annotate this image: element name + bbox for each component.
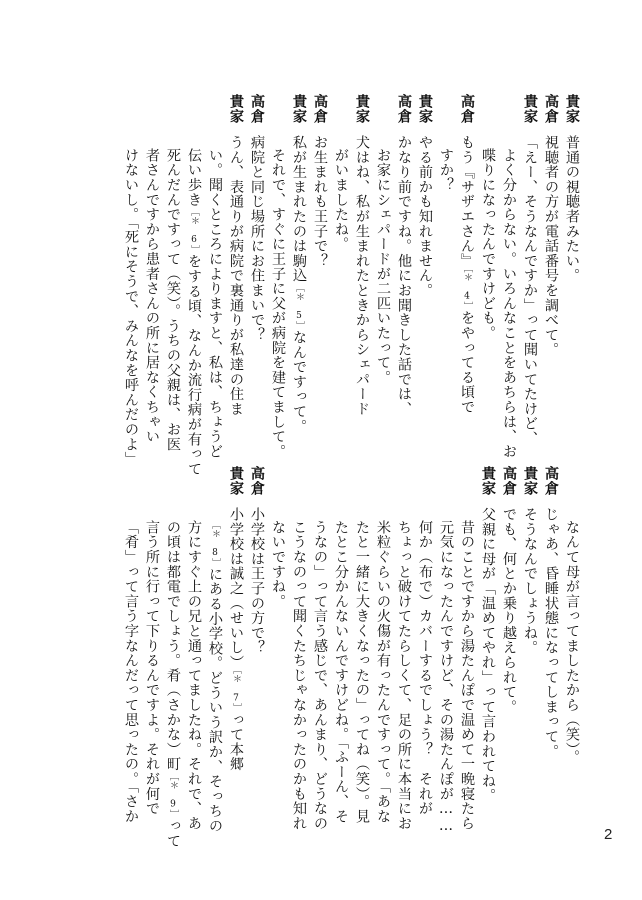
line-text: 犬はね、私が生まれたときからシェパード xyxy=(354,134,370,417)
line-text: 「肴」って言う字なんだって思ったの。「さか xyxy=(123,519,139,824)
text-line xyxy=(540,466,561,811)
text-line xyxy=(519,466,540,811)
line-text: かなり前ですね。他にお聞きした話では、 xyxy=(396,134,412,417)
speaker-name: 貴家 xyxy=(291,94,307,124)
line-text: けないし。「死にそうで、みんなを呼んだのよ」 xyxy=(123,147,139,467)
footnote-marker: ［＊ 7］ xyxy=(231,669,241,713)
line-text: 父親に母が「温めてやれ」って言われてね。 xyxy=(480,506,496,803)
speaker-name: 高倉 xyxy=(396,94,412,124)
line-text: 伝い歩き xyxy=(186,147,202,208)
line-text-after-note: にある小学校。どういう訳か、そっちの xyxy=(207,566,223,834)
line-text: じゃあ、昏睡状態になってしまって。 xyxy=(543,506,559,759)
text-line xyxy=(288,466,309,831)
text-line xyxy=(498,466,519,811)
speaker-name: 高倉 xyxy=(459,94,475,124)
line-text: 言う所に行って下りるんですよ。それが何で xyxy=(144,519,160,816)
line-text: お家にシェパードが二匹いたって。 xyxy=(375,147,391,385)
bottom-text-block xyxy=(112,466,582,849)
text-line xyxy=(414,466,435,816)
footnote-marker: ［＊ 8］ xyxy=(210,519,220,567)
speaker-name: 高倉 xyxy=(501,466,517,496)
text-line xyxy=(519,94,540,446)
line-text: 私が生まれたのは駒込 xyxy=(291,134,307,283)
text-line xyxy=(330,94,351,439)
line-text: うなの」って言う感じで、あんまり、どうなの xyxy=(312,519,328,831)
speaker-name: 高倉 xyxy=(249,466,265,496)
text-line xyxy=(183,466,204,831)
line-text-after-note: をやってる頃で xyxy=(459,310,475,415)
text-line xyxy=(372,94,393,439)
line-text-after-note: って xyxy=(165,818,181,849)
text-line xyxy=(435,466,456,835)
line-text: 小学校は誠之（せいし） xyxy=(228,506,244,670)
text-line xyxy=(393,466,414,831)
text-line xyxy=(477,466,498,811)
line-text: たと一緒に大きくなったの」ってね（笑）。見 xyxy=(354,519,370,824)
footnote-marker: ［＊ 4］ xyxy=(462,268,472,311)
line-text: 者さんですから患者さんの所に居なくちゃい xyxy=(144,147,160,444)
line-text: うん、表通りが病院で裏通りが私達の住ま xyxy=(228,134,244,417)
line-text: 視聴者の方が電話番号を調べて。 xyxy=(543,134,559,357)
speaker-name: 貴家 xyxy=(417,94,433,124)
text-line xyxy=(498,94,519,459)
line-text: こうなのって聞くたちじゃなかったのかも知れ xyxy=(291,519,307,831)
speaker-name: 貴家 xyxy=(522,94,538,124)
text-line xyxy=(561,94,582,439)
line-text: やる前かも知れません。 xyxy=(417,134,433,298)
text-line xyxy=(309,466,330,831)
text-line xyxy=(330,466,351,824)
line-text: たとこ分かんないんですけどね。「ふーん、そ xyxy=(333,519,349,824)
line-text: 何か（布で）カバーするでしょう？ それが xyxy=(417,519,433,816)
line-text-after-note: をする頃、なんか流行病が有って xyxy=(186,254,202,477)
line-text: 「えー、そうなんですか」って聞いてたけど、 xyxy=(522,134,538,446)
speaker-name: 貴家 xyxy=(522,466,538,496)
text-line xyxy=(162,94,183,452)
line-text: 小学校は王子の方で？ xyxy=(249,506,265,655)
text-line xyxy=(414,94,435,439)
line-text: ちょっと破けてたらしくて、足の所に本当にお xyxy=(396,519,412,831)
footnote-marker: ［＊ 9］ xyxy=(168,771,178,819)
line-text: ないですね。 xyxy=(270,519,286,609)
text-line xyxy=(246,466,267,811)
line-text: お生まれも王子で？ xyxy=(312,134,328,269)
speaker-name: 貴家 xyxy=(564,94,580,124)
text-line xyxy=(309,94,330,439)
line-text: もう『サザエさん』 xyxy=(459,134,475,269)
speaker-name: 高倉 xyxy=(543,466,559,496)
text-line xyxy=(246,94,267,439)
text-line xyxy=(141,466,162,816)
line-text: なんて母が言ってましたから（笑）。 xyxy=(564,519,580,765)
text-line xyxy=(225,94,246,439)
line-text: い。聞くところによりますと、私は、ちょうど xyxy=(207,147,223,459)
speaker-name: 高倉 xyxy=(312,94,328,124)
top-text-block xyxy=(123,94,582,477)
text-line xyxy=(120,466,141,824)
speaker-name: 高倉 xyxy=(249,94,265,124)
text-line xyxy=(477,94,498,439)
text-line xyxy=(456,466,477,831)
line-text: それで、すぐに王子に父が病院を建てまして。 xyxy=(270,147,286,459)
footnote-marker: ［＊ 5］ xyxy=(294,282,304,330)
text-line xyxy=(204,466,225,834)
line-text: 普通の視聴者みたい。 xyxy=(564,134,580,283)
text-line xyxy=(225,466,246,811)
line-text: 病院と同じ場所にお住まいで？ xyxy=(249,134,265,343)
speaker-name: 貴家 xyxy=(354,94,370,124)
text-line xyxy=(561,466,582,811)
text-line xyxy=(393,94,414,439)
text-line xyxy=(267,94,288,459)
line-text: 元気になったんですけど、その湯たんぽが…… xyxy=(438,519,454,835)
line-text: そうなんでしょうね。 xyxy=(522,506,538,655)
line-text: の頃は都電でしょう。肴（さかな）町 xyxy=(165,519,181,772)
text-line xyxy=(435,94,456,439)
text-line xyxy=(204,94,225,459)
speaker-name: 貴家 xyxy=(228,466,244,496)
text-line xyxy=(183,94,204,477)
text-line xyxy=(162,466,183,849)
line-text: がいましたね。 xyxy=(333,147,349,252)
line-text: よく分からない。いろんなことをあちらは、お xyxy=(501,147,517,459)
line-text-after-note: って本郷 xyxy=(228,712,244,772)
text-line xyxy=(120,94,141,467)
speaker-name: 貴家 xyxy=(480,466,496,496)
text-line xyxy=(456,94,477,439)
line-text-after-note: なんですって。 xyxy=(291,329,307,434)
text-line xyxy=(351,466,372,824)
text-line xyxy=(372,466,393,824)
text-line xyxy=(267,466,288,811)
text-line xyxy=(540,94,561,439)
page-number: 2 xyxy=(604,826,613,843)
line-text: 死んだんですって（笑）。うちの父親は、お医 xyxy=(165,147,181,452)
line-text: すか？ xyxy=(438,147,454,193)
text-line xyxy=(288,94,309,439)
footnote-marker: ［＊ 6］ xyxy=(189,207,199,255)
speaker-name: 貴家 xyxy=(228,94,244,124)
line-text: でも、何とか乗り越えられて。 xyxy=(501,506,517,715)
speaker-name: 高倉 xyxy=(543,94,559,124)
text-line xyxy=(351,94,372,439)
line-text: 米粒ぐらいの火傷が有ったんですって。「あな xyxy=(375,519,391,824)
line-text: 昔のことですから湯たんぽで温めて一晩寝たら xyxy=(459,519,475,831)
text-line xyxy=(141,94,162,444)
line-text: 喋りになったんですけども。 xyxy=(480,147,496,341)
line-text: 方にすぐ上の兄と通ってましたね。それで、あ xyxy=(186,519,202,831)
